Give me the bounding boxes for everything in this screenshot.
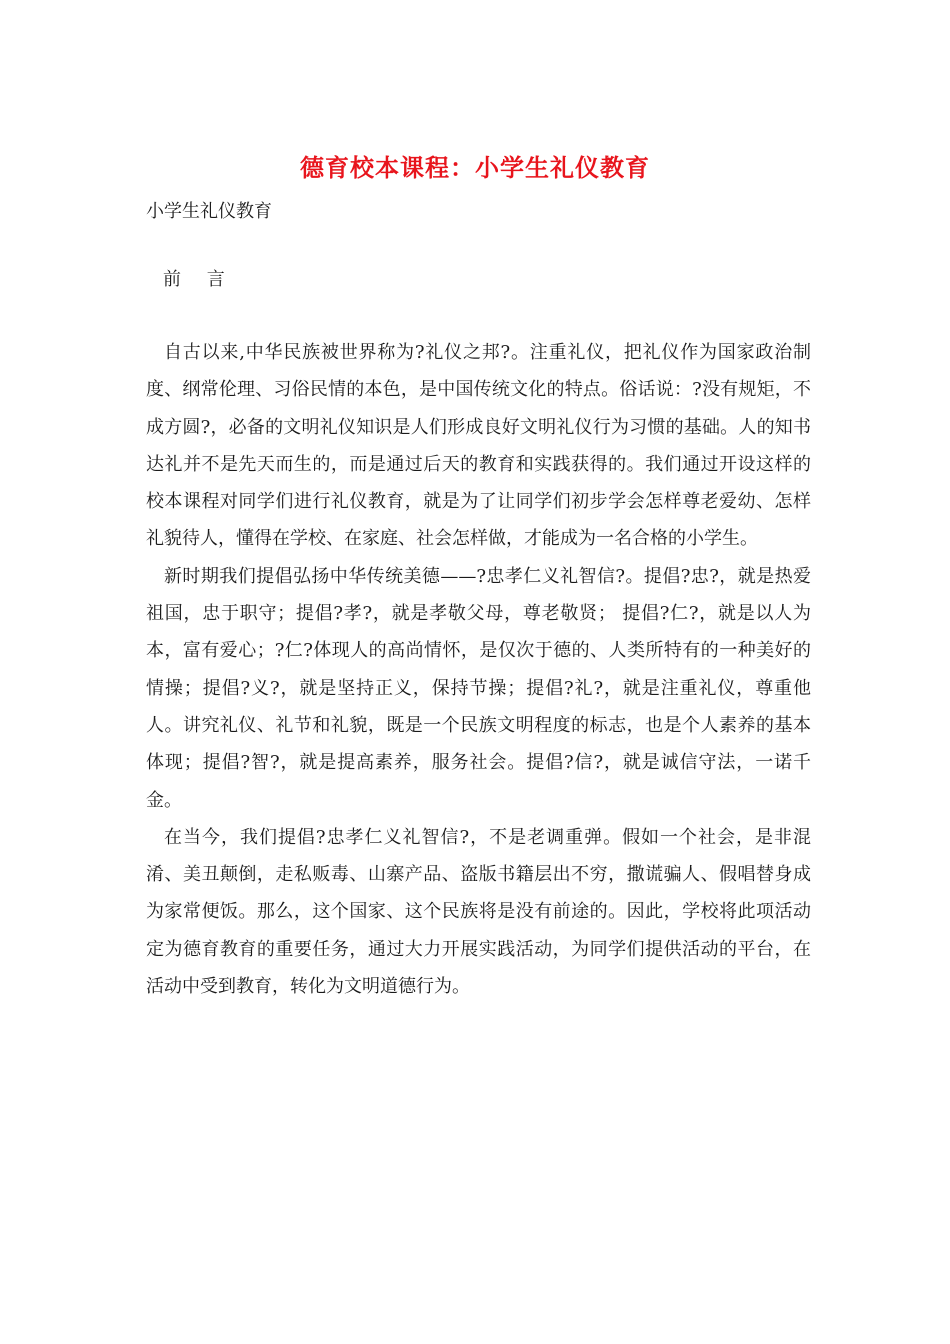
paragraph-3: 在当今，我们提倡?忠孝仁义礼智信?，不是老调重弹。假如一个社会，是非混淆、美丑颠倒，走私贩毒、山寨产品、盗版书籍层出不穷，撒谎骗人、假唱替身成为家常便饭。那么，这个国家、这个民族将是没有前途的。因此，学校将此项活动定为德育教育的重要任务，通过大力开展实践活动，为同学们提供活动的平台，在活动中受到教育，转化为文明道德行为。 bbox=[146, 826, 811, 998]
body-text bbox=[146, 334, 811, 1005]
paragraph-1: 自古以来,中华民族被世界称为?礼仪之邦?。注重礼仪，把礼仪作为国家政治制度、纲常伦理、习俗民情的本色，是中国传统文化的特点。俗话说：?没有规矩，不成方圆?，必备的文明礼仪知识是人们形成良好文明礼仪行为习惯的基础。人的知书达礼并不是先天而生的，而是通过后天的教育和实践获得的。我们通过开设这样的校本课程对同学们进行礼仪教育，就是为了让同学们初步学会怎样尊老爱幼、怎样礼貌待人，懂得在学校、在家庭、社会怎样做，才能成为一名合格的小学生。 bbox=[146, 342, 811, 550]
document-subtitle: 小学生礼仪教育 bbox=[146, 201, 272, 222]
document-title: 德育校本课程：小学生礼仪教育 bbox=[300, 153, 650, 182]
paragraph-2: 新时期我们提倡弘扬中华传统美德——?忠孝仁义礼智信?。提倡?忠?，就是热爱祖国，忠于职守；提倡?孝?，就是孝敬父母，尊老敬贤； 提倡?仁?，就是以人为本，富有爱心；?仁?体现人的高尚情怀，是仅次于德的、人类所特有的一种美好的情操；提倡?义?，就是坚持正义，保持节操；提倡?礼?，就是注重礼仪，尊重他人。讲究礼仪、礼节和礼貌，既是一个民族文明程度的标志，也是个人素养的基本体现；提倡?智?，就是提高素养，服务社会。提倡?信?，就是诚信守法，一诺千金。 bbox=[146, 565, 811, 811]
preface-heading: 前 言 bbox=[163, 269, 235, 290]
